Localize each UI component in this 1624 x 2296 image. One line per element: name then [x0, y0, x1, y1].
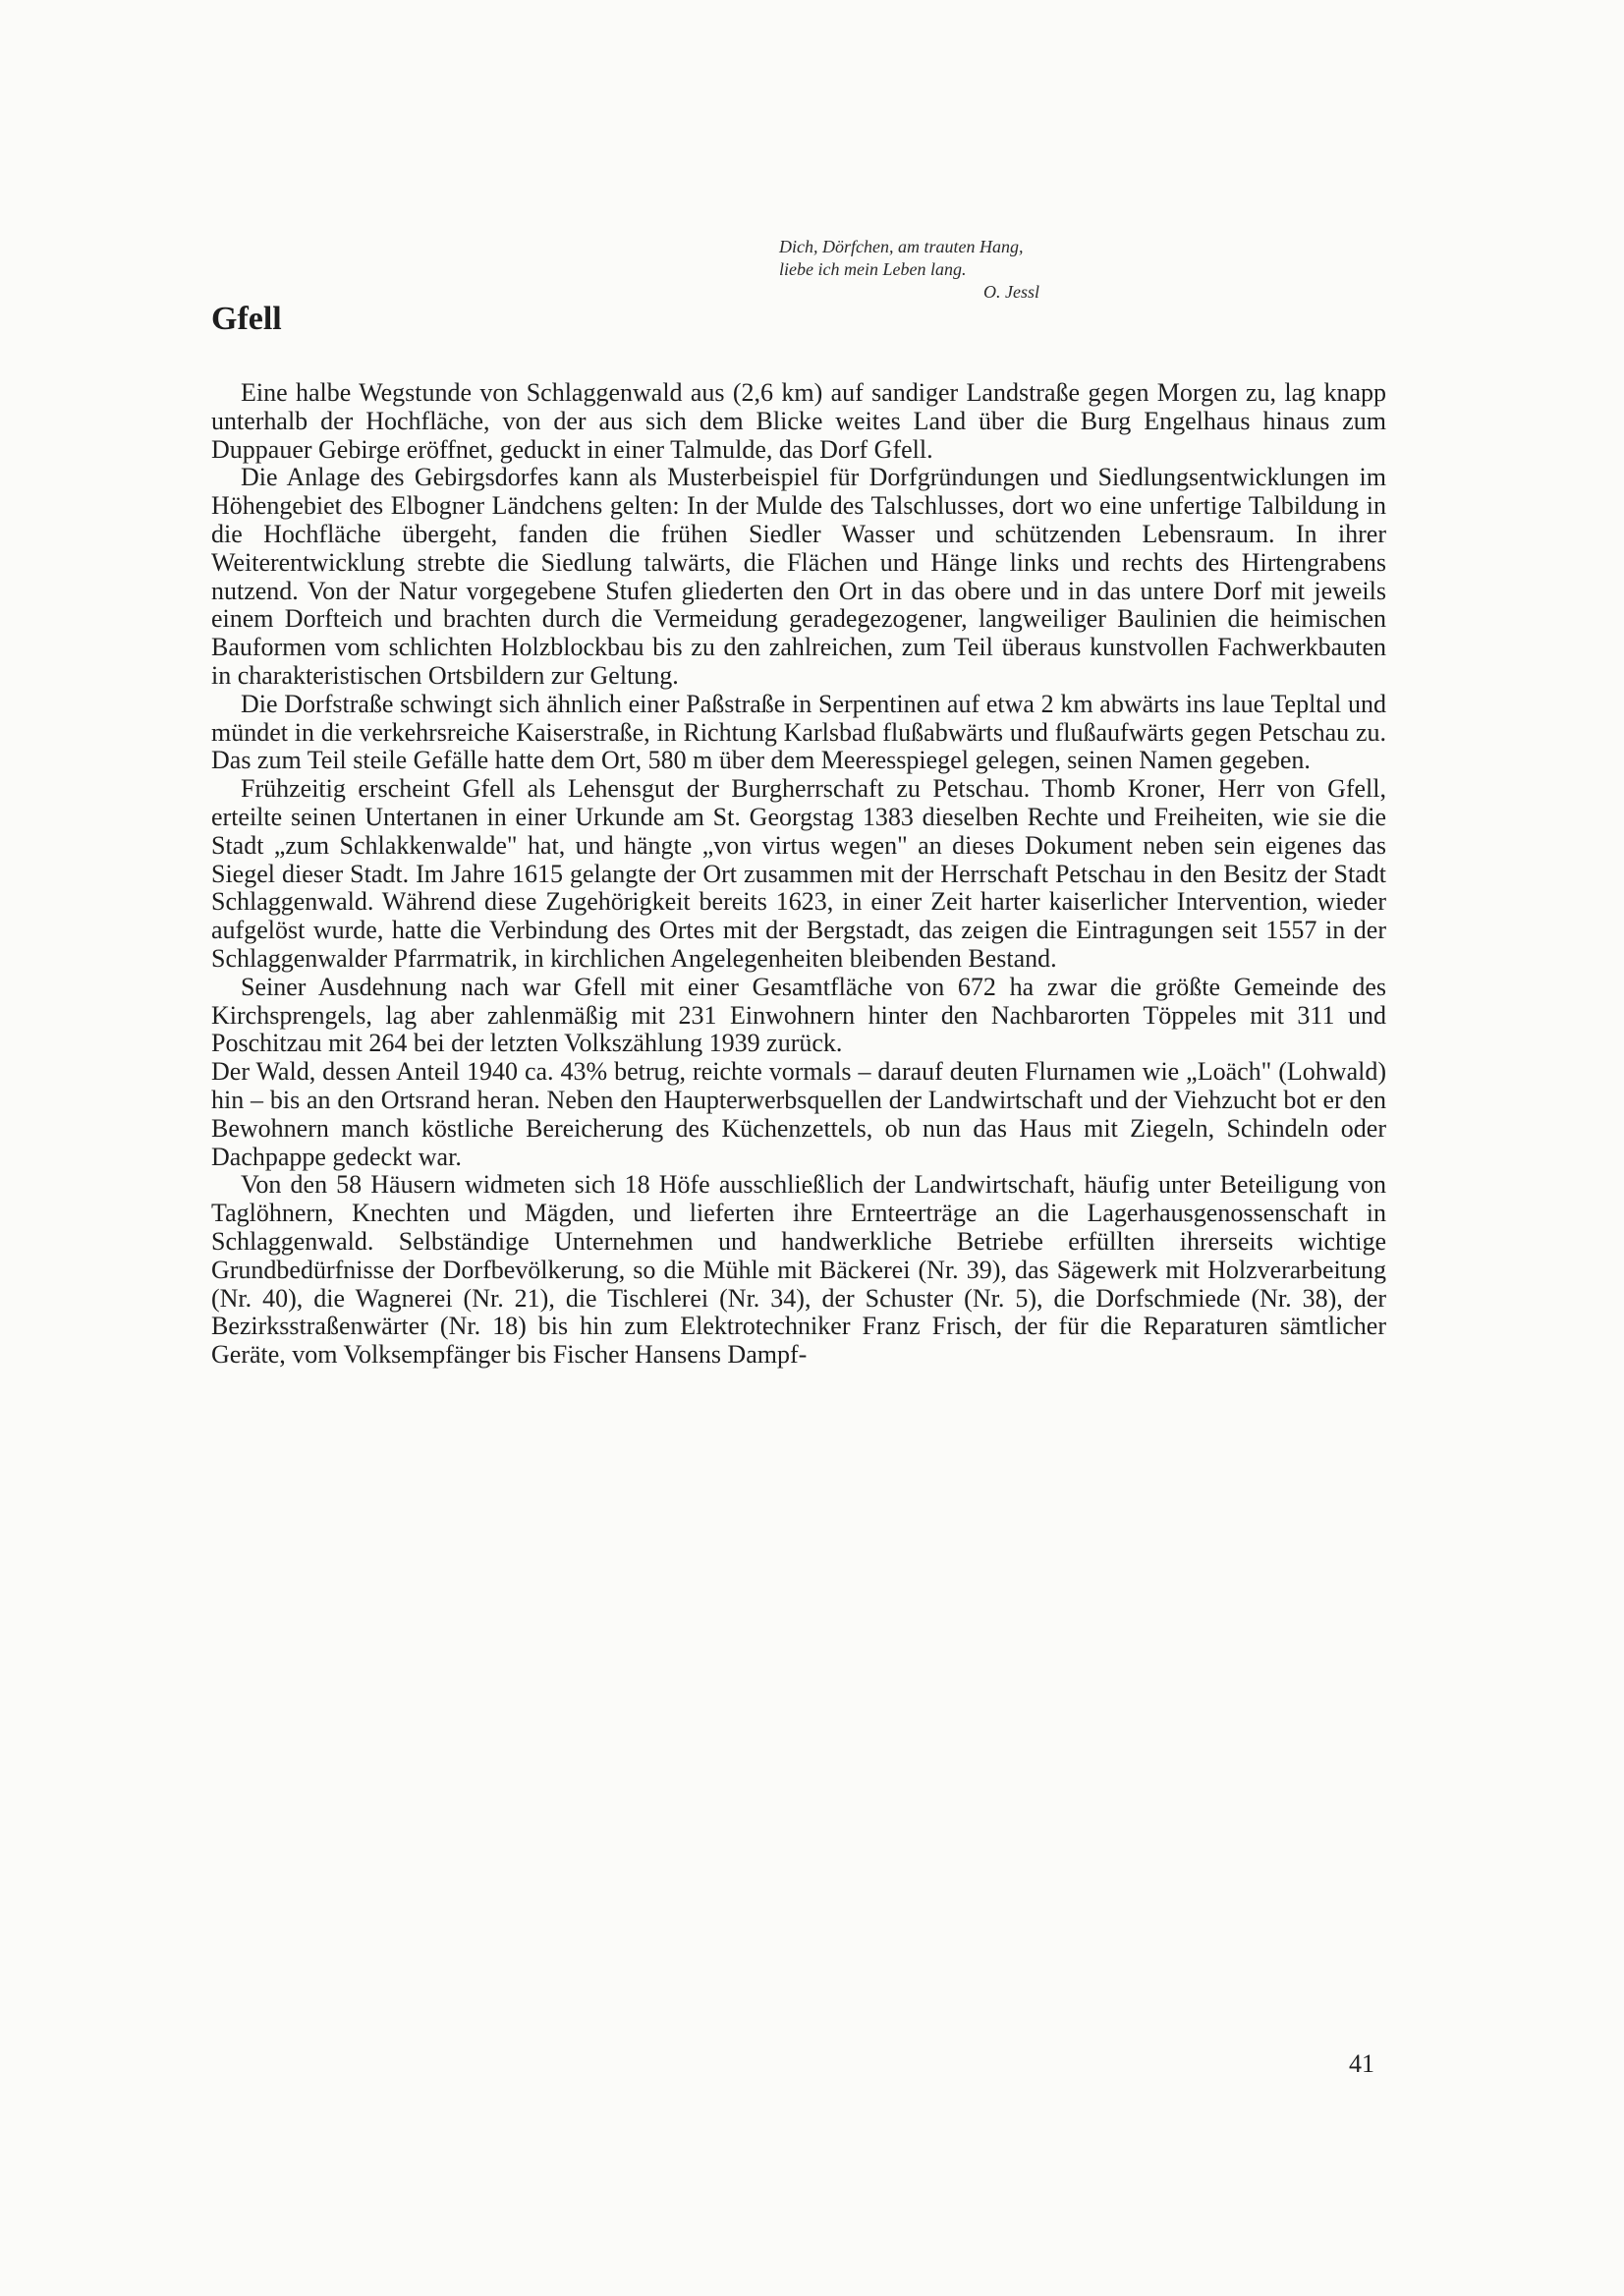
epigraph-line-2: liebe ich mein Leben lang. — [779, 259, 967, 279]
page-number: 41 — [1349, 2049, 1374, 2078]
paragraph-2: Die Anlage des Gebirgsdorfes kann als Musterbeispiel für Dorfgründungen und Siedlungsentwicklungen im Höhengebiet des Elbogner Ländchens gelten: In der Mulde des Talschlusses, dort wo eine unfertige Talbildung in die Hochfläche übergeht, fanden die frühen Siedler Wasser und schützenden Lebensraum. In ihrer Weiterentwicklung strebte die Siedlung talwärts, die Flächen und Hänge links und rechts des Hirtengrabens nutzend. Von der Natur vorgegebene Stufen gliederten den Ort in das obere und in das untere Dorf mit jeweils einem Dorfteich und brachten durch die Vermeidung geradegezogener, langweiliger Baulinien die heimischen Bauformen vom schlichten Holzblockbau bis zu den zahlreichen, zum Teil überaus kunstvollen Fachwerkbauten in charakteristischen Ortsbildern zur Geltung. — [211, 463, 1386, 690]
paragraph-7: Von den 58 Häusern widmeten sich 18 Höfe ausschließlich der Landwirtschaft, häufig unter Beteiligung von Taglöhnern, Knechten und Mägden, und lieferten ihre Ernteerträge an die Lagerhausgenossenschaft in Schlaggenwald. Selbständige Unternehmen und handwerkliche Betriebe erfüllten ihrerseits wichtige Grundbedürfnisse der Dorfbevölkerung, so die Mühle mit Bäckerei (Nr. 39), das Sägewerk mit Holzverarbeitung (Nr. 40), die Wagnerei (Nr. 21), die Tischlerei (Nr. 34), der Schuster (Nr. 5), die Dorfschmiede (Nr. 38), der Bezirksstraßenwärter (Nr. 18) bis hin zum Elektrotechniker Franz Frisch, der für die Reparaturen sämtlicher Geräte, vom Volksempfänger bis Fischer Hansens Dampf- — [211, 1170, 1386, 1370]
epigraph-author: O. Jessl — [983, 282, 1039, 302]
paragraph-6: Der Wald, dessen Anteil 1940 ca. 43% betrug, reichte vormals – darauf deuten Flurnamen wie „Loäch" (Lohwald) hin – bis an den Ortsrand heran. Neben den Haupterwerbsquellen der Landwirtschaft und der Viehzucht bot er den Bewohnern manch köstliche Bereicherung des Küchenzettels, ob nun das Haus mit Ziegeln, Schindeln oder Dachpappe gedeckt war. — [211, 1057, 1386, 1171]
paragraph-4: Frühzeitig erscheint Gfell als Lehensgut der Burgherrschaft zu Petschau. Thomb Kroner, Herr von Gfell, erteilte seinen Untertanen in einer Urkunde am St. Georgstag 1383 dieselben Rechte und Freiheiten, wie sie die Stadt „zum Schlakkenwalde" hat, und hängte „von virtus wegen" an dieses Dokument neben sein eigenes das Siegel dieser Stadt. Im Jahre 1615 gelangte der Ort zusammen mit der Herrschaft Petschau in den Besitz der Stadt Schlaggenwald. Während diese Zugehörigkeit bereits 1623, in einer Zeit harter kaiserlicher Intervention, wieder aufgelöst wurde, hatte die Verbindung des Ortes mit der Bergstadt, das zeigen die Eintragungen seit 1557 in der Schlaggenwalder Pfarrmatrik, in kirchlichen Angelegenheiten bleibenden Bestand. — [211, 774, 1386, 973]
paragraph-5: Seiner Ausdehnung nach war Gfell mit einer Gesamtfläche von 672 ha zwar die größte Gemeinde des Kirchsprengels, lag aber zahlenmäßig mit 231 Einwohnern hinter den Nachbarorten Töppeles mit 311 und Poschitzau mit 264 bei der letzten Volkszählung 1939 zurück. — [211, 972, 1386, 1058]
paragraph-3: Die Dorfstraße schwingt sich ähnlich einer Paßstraße in Serpentinen auf etwa 2 km abwärts ins laue Tepltal und mündet in die verkehrsreiche Kaiserstraße, in Richtung Karlsbad flußabwärts und flußaufwärts gegen Petschau zu. Das zum Teil steile Gefälle hatte dem Ort, 580 m über dem Meeresspiegel gelegen, seinen Namen gegeben. — [211, 689, 1386, 775]
epigraph-line-1: Dich, Dörfchen, am trauten Hang, — [779, 237, 1024, 256]
chapter-title: Gfell — [211, 301, 282, 337]
body-text — [211, 379, 1386, 1370]
epigraph — [779, 236, 1231, 304]
paragraph-1: Eine halbe Wegstunde von Schlaggenwald aus (2,6 km) auf sandiger Landstraße gegen Morgen zu, lag knapp unterhalb der Hochfläche, von der aus sich dem Blicke weites Land über die Burg Engelhaus hinaus zum Duppauer Gebirge eröffnet, geduckt in einer Talmulde, das Dorf Gfell. — [211, 378, 1386, 464]
